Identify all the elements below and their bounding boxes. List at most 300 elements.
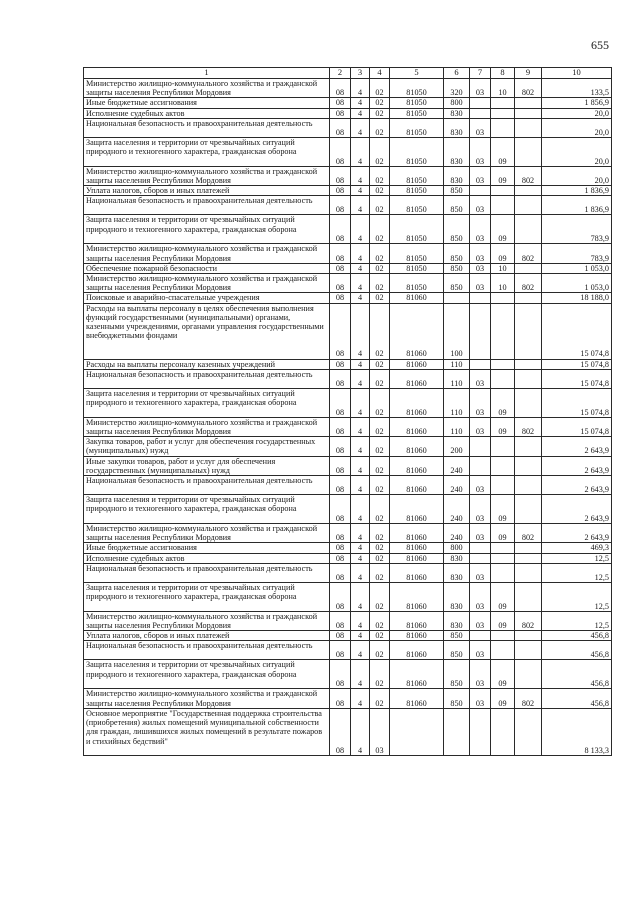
code-expense-type-cell: 240	[444, 456, 470, 475]
code-program-cell: 4	[351, 417, 370, 436]
code-subprogram-cell: 02	[370, 186, 390, 196]
row-name-cell: Расходы на выплаты персоналу казенных учреждений	[84, 359, 330, 369]
code-program-cell: 4	[351, 98, 370, 108]
code-administrator-cell	[515, 137, 542, 166]
code-ministry-cell: 08	[330, 660, 351, 689]
code-subsection-cell	[491, 553, 515, 563]
code-program-cell: 4	[351, 582, 370, 611]
code-direction-cell: 81060	[390, 437, 444, 456]
header-cell: 8	[491, 68, 515, 79]
code-subprogram-cell: 02	[370, 274, 390, 293]
code-expense-type-cell: 850	[444, 215, 470, 244]
code-section-cell: 03	[470, 166, 491, 185]
code-expense-type-cell: 240	[444, 476, 470, 495]
row-name-cell: Расходы на выплаты персоналу в целях обеспечения выполнения функций государственными (муниципальными) органами, казенными учреждениями, органами управления государственными внебюджетными фондами	[84, 303, 330, 359]
code-subsection-cell	[491, 631, 515, 641]
code-ministry-cell: 08	[330, 196, 351, 215]
code-direction-cell: 81050	[390, 244, 444, 263]
header-cell: 4	[370, 68, 390, 79]
row-name-cell: Национальная безопасность и правоохранительная деятельность	[84, 641, 330, 660]
amount-cell: 1 836,9	[542, 196, 612, 215]
code-administrator-cell	[515, 108, 542, 118]
table-row	[84, 274, 612, 293]
code-subprogram-cell: 02	[370, 303, 390, 359]
row-name-cell: Министерство жилищно-коммунального хозяйства и гражданской защиты населения Республики Мордовия	[84, 166, 330, 185]
code-ministry-cell: 08	[330, 215, 351, 244]
amount-cell: 1 856,9	[542, 98, 612, 108]
code-ministry-cell: 08	[330, 543, 351, 553]
row-name-cell: Защита населения и территории от чрезвычайных ситуаций природного и техногенного характера, гражданская оборона	[84, 660, 330, 689]
code-ministry-cell: 08	[330, 98, 351, 108]
table-row	[84, 689, 612, 708]
code-administrator-cell: 802	[515, 166, 542, 185]
table-row	[84, 641, 612, 660]
code-subsection-cell: 09	[491, 166, 515, 185]
code-direction-cell: 81060	[390, 631, 444, 641]
code-subsection-cell: 09	[491, 524, 515, 543]
code-subsection-cell: 10	[491, 274, 515, 293]
row-name-cell: Защита населения и территории от чрезвычайных ситуаций природного и техногенного характера, гражданская оборона	[84, 137, 330, 166]
code-subsection-cell	[491, 293, 515, 303]
code-program-cell: 4	[351, 476, 370, 495]
code-administrator-cell	[515, 186, 542, 196]
code-administrator-cell	[515, 437, 542, 456]
table-row	[84, 456, 612, 475]
code-subsection-cell	[491, 641, 515, 660]
code-expense-type-cell: 850	[444, 274, 470, 293]
table-header-row	[84, 68, 612, 79]
code-section-cell: 03	[470, 137, 491, 166]
code-direction-cell: 81060	[390, 417, 444, 436]
code-program-cell: 4	[351, 611, 370, 630]
header-cell: 2	[330, 68, 351, 79]
code-direction-cell: 81060	[390, 582, 444, 611]
row-name-cell: Защита населения и территории от чрезвычайных ситуаций природного и техногенного характера, гражданская оборона	[84, 215, 330, 244]
code-program-cell: 4	[351, 166, 370, 185]
table-row	[84, 563, 612, 582]
code-subprogram-cell: 02	[370, 524, 390, 543]
code-ministry-cell: 08	[330, 263, 351, 273]
code-ministry-cell: 08	[330, 166, 351, 185]
table-row	[84, 98, 612, 108]
page-number: 655	[591, 38, 609, 52]
row-name-cell: Защита населения и территории от чрезвычайных ситуаций природного и техногенного характера, гражданская оборона	[84, 495, 330, 524]
budget-table-container	[83, 67, 612, 756]
code-subprogram-cell: 02	[370, 660, 390, 689]
code-subprogram-cell: 02	[370, 79, 390, 98]
code-ministry-cell: 08	[330, 137, 351, 166]
table-row	[84, 660, 612, 689]
table-row	[84, 244, 612, 263]
amount-cell: 1 053,0	[542, 274, 612, 293]
code-subprogram-cell: 02	[370, 611, 390, 630]
code-administrator-cell	[515, 582, 542, 611]
code-administrator-cell	[515, 293, 542, 303]
amount-cell: 20,0	[542, 166, 612, 185]
row-name-cell: Поисковые и аварийно-спасательные учреждения	[84, 293, 330, 303]
code-ministry-cell: 08	[330, 495, 351, 524]
code-direction-cell: 81060	[390, 524, 444, 543]
table-row	[84, 359, 612, 369]
header-cell: 3	[351, 68, 370, 79]
code-section-cell	[470, 293, 491, 303]
code-section-cell	[470, 456, 491, 475]
code-direction-cell: 81050	[390, 274, 444, 293]
amount-cell: 1 836,9	[542, 186, 612, 196]
row-name-cell: Национальная безопасность и правоохранительная деятельность	[84, 476, 330, 495]
code-section-cell: 03	[470, 524, 491, 543]
table-row	[84, 303, 612, 359]
code-program-cell: 4	[351, 108, 370, 118]
code-program-cell: 4	[351, 388, 370, 417]
table-row	[84, 495, 612, 524]
code-expense-type-cell: 850	[444, 263, 470, 273]
code-expense-type-cell: 110	[444, 417, 470, 436]
code-ministry-cell: 08	[330, 611, 351, 630]
code-direction-cell	[390, 708, 444, 755]
code-program-cell: 4	[351, 524, 370, 543]
header-cell: 1	[84, 68, 330, 79]
code-administrator-cell: 802	[515, 524, 542, 543]
amount-cell: 1 053,0	[542, 263, 612, 273]
code-section-cell: 03	[470, 196, 491, 215]
code-subprogram-cell: 02	[370, 108, 390, 118]
code-section-cell	[470, 543, 491, 553]
code-expense-type-cell: 850	[444, 660, 470, 689]
code-subsection-cell	[491, 476, 515, 495]
code-program-cell: 4	[351, 495, 370, 524]
code-direction-cell: 81050	[390, 196, 444, 215]
code-direction-cell: 81060	[390, 553, 444, 563]
code-program-cell: 4	[351, 359, 370, 369]
code-administrator-cell	[515, 388, 542, 417]
code-subprogram-cell: 02	[370, 631, 390, 641]
row-name-cell: Национальная безопасность и правоохранительная деятельность	[84, 369, 330, 388]
code-expense-type-cell: 850	[444, 631, 470, 641]
code-direction-cell: 81060	[390, 303, 444, 359]
table-row	[84, 582, 612, 611]
code-ministry-cell: 08	[330, 689, 351, 708]
code-direction-cell: 81050	[390, 137, 444, 166]
code-ministry-cell: 08	[330, 563, 351, 582]
code-section-cell: 03	[470, 263, 491, 273]
code-section-cell: 03	[470, 641, 491, 660]
row-name-cell: Защита населения и территории от чрезвычайных ситуаций природного и техногенного характера, гражданская оборона	[84, 582, 330, 611]
code-administrator-cell	[515, 631, 542, 641]
code-ministry-cell: 08	[330, 388, 351, 417]
code-subsection-cell: 10	[491, 263, 515, 273]
code-direction-cell: 81050	[390, 215, 444, 244]
code-program-cell: 4	[351, 660, 370, 689]
code-subsection-cell: 09	[491, 582, 515, 611]
code-section-cell	[470, 437, 491, 456]
code-section-cell: 03	[470, 274, 491, 293]
table-row	[84, 611, 612, 630]
code-direction-cell: 81050	[390, 98, 444, 108]
row-name-cell: Уплата налогов, сборов и иных платежей	[84, 186, 330, 196]
code-ministry-cell: 08	[330, 274, 351, 293]
table-row	[84, 263, 612, 273]
code-subsection-cell	[491, 196, 515, 215]
code-subsection-cell	[491, 708, 515, 755]
code-expense-type-cell: 320	[444, 79, 470, 98]
code-subsection-cell: 09	[491, 495, 515, 524]
code-direction-cell: 81060	[390, 456, 444, 475]
table-row	[84, 553, 612, 563]
row-name-cell: Обеспечение пожарной безопасности	[84, 263, 330, 273]
row-name-cell: Министерство жилищно-коммунального хозяйства и гражданской защиты населения Республики Мордовия	[84, 244, 330, 263]
code-section-cell: 03	[470, 660, 491, 689]
code-expense-type-cell: 830	[444, 563, 470, 582]
amount-cell: 15 074,8	[542, 359, 612, 369]
table-row	[84, 137, 612, 166]
code-section-cell	[470, 359, 491, 369]
code-subprogram-cell: 02	[370, 417, 390, 436]
code-ministry-cell: 08	[330, 708, 351, 755]
table-row	[84, 118, 612, 137]
code-section-cell: 03	[470, 611, 491, 630]
code-subprogram-cell: 02	[370, 388, 390, 417]
code-subsection-cell	[491, 303, 515, 359]
code-program-cell: 4	[351, 79, 370, 98]
code-subprogram-cell: 02	[370, 359, 390, 369]
amount-cell: 15 074,8	[542, 303, 612, 359]
row-name-cell: Национальная безопасность и правоохранительная деятельность	[84, 118, 330, 137]
code-program-cell: 4	[351, 293, 370, 303]
table-row	[84, 476, 612, 495]
code-section-cell: 03	[470, 79, 491, 98]
code-direction-cell: 81060	[390, 476, 444, 495]
code-direction-cell: 81050	[390, 186, 444, 196]
code-expense-type-cell: 850	[444, 244, 470, 263]
table-row	[84, 437, 612, 456]
code-program-cell: 4	[351, 708, 370, 755]
code-ministry-cell: 08	[330, 553, 351, 563]
code-expense-type-cell: 850	[444, 641, 470, 660]
code-ministry-cell: 08	[330, 359, 351, 369]
code-subprogram-cell: 02	[370, 293, 390, 303]
code-subsection-cell	[491, 98, 515, 108]
code-section-cell	[470, 186, 491, 196]
amount-cell: 20,0	[542, 108, 612, 118]
code-direction-cell: 81060	[390, 689, 444, 708]
code-administrator-cell: 802	[515, 79, 542, 98]
code-section-cell	[470, 708, 491, 755]
code-program-cell: 4	[351, 563, 370, 582]
row-name-cell: Министерство жилищно-коммунального хозяйства и гражданской защиты населения Республики Мордовия	[84, 79, 330, 98]
code-subsection-cell: 09	[491, 215, 515, 244]
code-subsection-cell	[491, 369, 515, 388]
code-program-cell: 4	[351, 456, 370, 475]
amount-cell: 783,9	[542, 215, 612, 244]
amount-cell: 15 074,8	[542, 369, 612, 388]
code-program-cell: 4	[351, 543, 370, 553]
table-row	[84, 388, 612, 417]
code-administrator-cell	[515, 708, 542, 755]
code-section-cell: 03	[470, 476, 491, 495]
amount-cell: 469,3	[542, 543, 612, 553]
code-program-cell: 4	[351, 641, 370, 660]
code-ministry-cell: 08	[330, 437, 351, 456]
code-program-cell: 4	[351, 244, 370, 263]
header-cell: 10	[542, 68, 612, 79]
code-subsection-cell: 09	[491, 689, 515, 708]
row-name-cell: Иные бюджетные ассигнования	[84, 98, 330, 108]
code-subprogram-cell: 02	[370, 437, 390, 456]
code-administrator-cell: 802	[515, 611, 542, 630]
code-direction-cell: 81050	[390, 263, 444, 273]
code-expense-type-cell: 100	[444, 303, 470, 359]
code-expense-type-cell: 830	[444, 137, 470, 166]
code-administrator-cell	[515, 456, 542, 475]
header-cell: 6	[444, 68, 470, 79]
amount-cell: 2 643,9	[542, 437, 612, 456]
table-body	[84, 79, 612, 756]
code-administrator-cell	[515, 495, 542, 524]
code-subprogram-cell: 02	[370, 263, 390, 273]
row-name-cell: Министерство жилищно-коммунального хозяйства и гражданской защиты населения Республики Мордовия	[84, 611, 330, 630]
code-direction-cell: 81060	[390, 388, 444, 417]
row-name-cell: Министерство жилищно-коммунального хозяйства и гражданской защиты населения Республики Мордовия	[84, 274, 330, 293]
code-section-cell: 03	[470, 689, 491, 708]
code-administrator-cell	[515, 563, 542, 582]
row-name-cell: Исполнение судебных актов	[84, 553, 330, 563]
code-expense-type-cell: 800	[444, 98, 470, 108]
code-subprogram-cell: 02	[370, 369, 390, 388]
code-administrator-cell	[515, 543, 542, 553]
header-cell: 9	[515, 68, 542, 79]
table-row	[84, 166, 612, 185]
code-program-cell: 4	[351, 215, 370, 244]
code-program-cell: 4	[351, 553, 370, 563]
code-ministry-cell: 08	[330, 293, 351, 303]
code-subprogram-cell: 02	[370, 563, 390, 582]
amount-cell: 12,5	[542, 563, 612, 582]
header-cell: 5	[390, 68, 444, 79]
amount-cell: 2 643,9	[542, 476, 612, 495]
amount-cell: 12,5	[542, 611, 612, 630]
row-name-cell: Министерство жилищно-коммунального хозяйства и гражданской защиты населения Республики Мордовия	[84, 524, 330, 543]
code-ministry-cell: 08	[330, 244, 351, 263]
code-direction-cell: 81060	[390, 293, 444, 303]
code-program-cell: 4	[351, 689, 370, 708]
code-expense-type-cell: 850	[444, 196, 470, 215]
amount-cell: 133,5	[542, 79, 612, 98]
code-expense-type-cell: 110	[444, 369, 470, 388]
code-program-cell: 4	[351, 631, 370, 641]
code-expense-type-cell: 850	[444, 689, 470, 708]
code-subsection-cell	[491, 108, 515, 118]
table-row	[84, 108, 612, 118]
code-administrator-cell: 802	[515, 689, 542, 708]
code-direction-cell: 81050	[390, 118, 444, 137]
code-subprogram-cell: 02	[370, 166, 390, 185]
code-ministry-cell: 08	[330, 303, 351, 359]
code-direction-cell: 81060	[390, 611, 444, 630]
code-administrator-cell: 802	[515, 244, 542, 263]
code-subsection-cell	[491, 186, 515, 196]
code-subprogram-cell: 02	[370, 137, 390, 166]
code-direction-cell: 81060	[390, 543, 444, 553]
amount-cell: 12,5	[542, 582, 612, 611]
row-name-cell: Защита населения и территории от чрезвычайных ситуаций природного и техногенного характера, гражданская оборона	[84, 388, 330, 417]
code-expense-type-cell: 830	[444, 166, 470, 185]
table-row	[84, 79, 612, 98]
code-program-cell: 4	[351, 137, 370, 166]
code-program-cell: 4	[351, 303, 370, 359]
amount-cell: 20,0	[542, 137, 612, 166]
table-row	[84, 417, 612, 436]
code-section-cell	[470, 631, 491, 641]
code-subsection-cell	[491, 437, 515, 456]
table-row	[84, 196, 612, 215]
code-subprogram-cell: 02	[370, 456, 390, 475]
table-row	[84, 708, 612, 755]
row-name-cell: Закупка товаров, работ и услуг для обеспечения государственных (муниципальных) нужд	[84, 437, 330, 456]
code-direction-cell: 81060	[390, 359, 444, 369]
code-expense-type-cell: 110	[444, 359, 470, 369]
code-section-cell: 03	[470, 118, 491, 137]
code-administrator-cell	[515, 263, 542, 273]
amount-cell: 2 643,9	[542, 495, 612, 524]
code-ministry-cell: 08	[330, 186, 351, 196]
table-row	[84, 293, 612, 303]
code-direction-cell: 81060	[390, 563, 444, 582]
amount-cell: 456,8	[542, 641, 612, 660]
code-subsection-cell	[491, 456, 515, 475]
code-expense-type-cell: 830	[444, 553, 470, 563]
code-direction-cell: 81050	[390, 166, 444, 185]
code-ministry-cell: 08	[330, 582, 351, 611]
code-subsection-cell	[491, 563, 515, 582]
code-administrator-cell	[515, 641, 542, 660]
code-administrator-cell	[515, 196, 542, 215]
code-program-cell: 4	[351, 263, 370, 273]
code-section-cell: 03	[470, 417, 491, 436]
code-subprogram-cell: 02	[370, 476, 390, 495]
amount-cell: 456,8	[542, 660, 612, 689]
code-section-cell	[470, 303, 491, 359]
code-program-cell: 4	[351, 118, 370, 137]
code-section-cell: 03	[470, 215, 491, 244]
code-expense-type-cell: 800	[444, 543, 470, 553]
amount-cell: 15 074,8	[542, 388, 612, 417]
amount-cell: 12,5	[542, 553, 612, 563]
code-direction-cell: 81060	[390, 495, 444, 524]
code-subprogram-cell: 02	[370, 543, 390, 553]
code-program-cell: 4	[351, 274, 370, 293]
row-name-cell: Уплата налогов, сборов и иных платежей	[84, 631, 330, 641]
code-section-cell: 03	[470, 495, 491, 524]
row-name-cell: Иные бюджетные ассигнования	[84, 543, 330, 553]
code-administrator-cell	[515, 476, 542, 495]
amount-cell: 783,9	[542, 244, 612, 263]
code-expense-type-cell: 240	[444, 495, 470, 524]
code-ministry-cell: 08	[330, 631, 351, 641]
code-subsection-cell: 09	[491, 417, 515, 436]
code-administrator-cell: 802	[515, 274, 542, 293]
code-subprogram-cell: 03	[370, 708, 390, 755]
code-administrator-cell	[515, 118, 542, 137]
code-section-cell	[470, 553, 491, 563]
code-program-cell: 4	[351, 369, 370, 388]
amount-cell: 456,8	[542, 689, 612, 708]
row-name-cell: Исполнение судебных актов	[84, 108, 330, 118]
budget-table	[83, 67, 612, 756]
code-administrator-cell	[515, 303, 542, 359]
code-ministry-cell: 08	[330, 641, 351, 660]
code-expense-type-cell: 830	[444, 582, 470, 611]
